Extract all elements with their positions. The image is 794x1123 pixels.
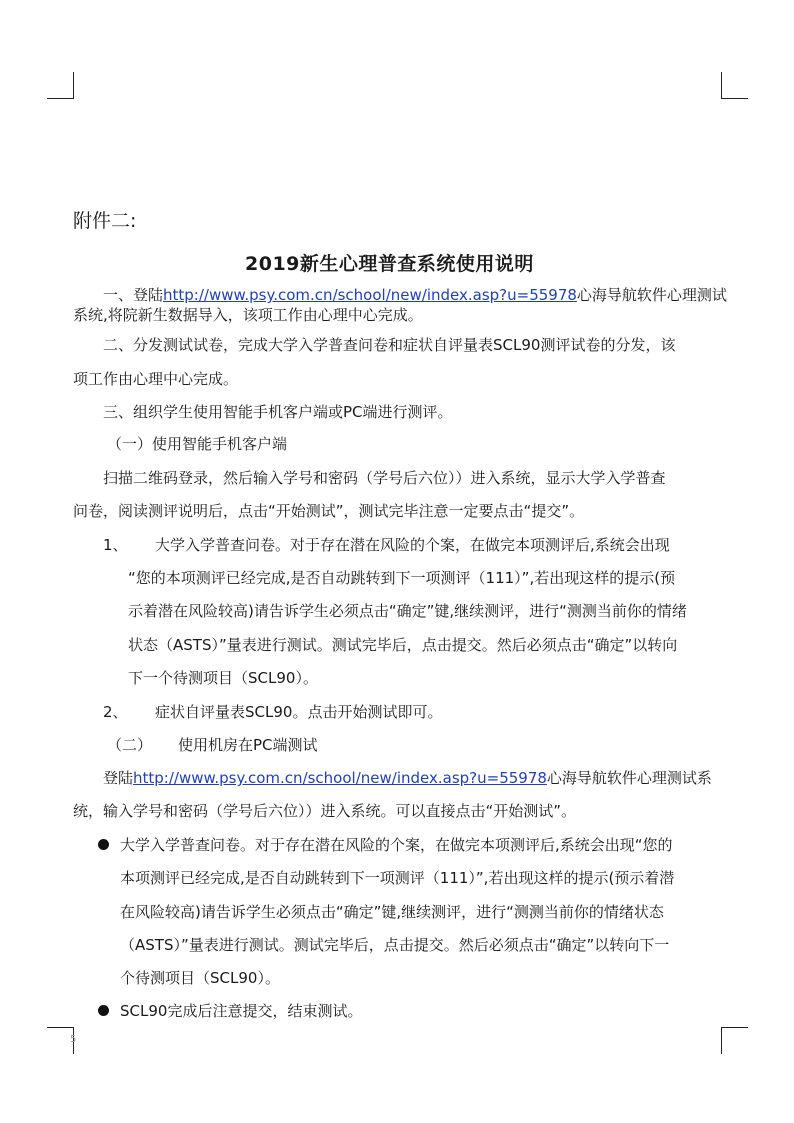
mobile-intro-line2: 问卷，阅读测评说明后，点击“开始测试”，测试完毕注意一定要点击“提交”。 [73,502,585,520]
pc-login-suffix: 心海导航软件心理测试系 [546,769,712,787]
pc-bullet1-line: 个待测项目（SCL90）。 [120,969,280,987]
pc-bullet1-line: 在风险较高)请告诉学生必须点击“确定”键,继续测评，进行“测测当前你的情绪状态 [120,903,664,921]
crop-mark-top-right [721,72,748,99]
mobile-item1-line: 示着潜在风险较高)请告诉学生必须点击“确定”键,继续测评，进行“测测当前你的情绪 [128,602,687,620]
document-title: 2019新生心理普查系统使用说明 [245,253,534,275]
pc-login-line1 [103,768,712,788]
mobile-item1-line: 大学入学普查问卷。对于存在潜在风险的个案，在做完本项测评后,系统会出现 [155,536,670,554]
step1-line1 [103,285,727,305]
pc-bullet2-text: SCL90完成后注意提交，结束测试。 [120,1002,363,1020]
mobile-item1-line: “您的本项测评已经完成,是否自动跳转到下一项测评（111）”,若出现这样的提示(预 [128,569,676,587]
mobile-item2-number: 2、 [103,703,128,721]
bullet-dot [98,1005,109,1016]
attachment-label: 附件二: [73,210,137,232]
mobile-item1-line: 状态（ASTS）”量表进行测试。测试完毕后，点击提交。然后必须点击“确定”以转向 [128,636,678,654]
bullet-dot [98,839,109,850]
step1-line2: 系统,将院新生数据导入，该项工作由心理中心完成。 [73,306,423,324]
pc-section-heading: 使用机房在PC端测试 [178,736,318,754]
step1-suffix: 心海导航软件心理测试 [576,286,727,304]
crop-mark-bottom-right [721,1027,748,1054]
step2-line2: 项工作由心理中心完成。 [73,370,239,388]
pc-section-number: （二） [107,736,153,754]
step3-line1: 三、组织学生使用智能手机客户端或PC端进行测评。 [103,403,453,421]
pc-bullet1-line: 大学入学普查问卷。对于存在潜在风险的个案，在做完本项测评后,系统会出现“您的 [120,836,673,854]
pc-login-prefix: 登陆 [103,769,134,787]
crop-mark-top-left [47,72,74,99]
pc-url-link[interactable]: http://www.psy.com.cn/school/new/index.asp?u=55978 [133,769,547,787]
step1-url-link[interactable]: http://www.psy.com.cn/school/new/index.asp?u=55978 [163,286,577,304]
mobile-section-heading: （一）使用智能手机客户端 [107,435,288,453]
step2-line1: 二、分发测试试卷，完成大学入学普查问卷和症状自评量表SCL90测评试卷的分发，该 [103,336,676,354]
pc-bullet1-line: （ASTS）”量表进行测试。测试完毕后，点击提交。然后必须点击“确定”以转向下一 [120,936,670,954]
mobile-item2-text: 症状自评量表SCL90。点击开始测试即可。 [155,703,443,721]
pc-bullet1-line: 本项测评已经完成,是否自动跳转到下一项测评（111）”,若出现这样的提示(预示着潜 [120,869,675,887]
pc-login-line2: 统，输入学号和密码（学号后六位））进入系统。可以直接点击“开始测试”。 [73,802,577,820]
mobile-intro-line1: 扫描二维码登录，然后输入学号和密码（学号后六位））进入系统，显示大学入学普查 [103,469,666,487]
page-number: 5 [70,1034,77,1045]
mobile-item1-number: 1、 [103,536,128,554]
step1-prefix: 一、登陆 [103,286,164,304]
mobile-item1-line: 下一个待测项目（SCL90）。 [128,669,318,687]
